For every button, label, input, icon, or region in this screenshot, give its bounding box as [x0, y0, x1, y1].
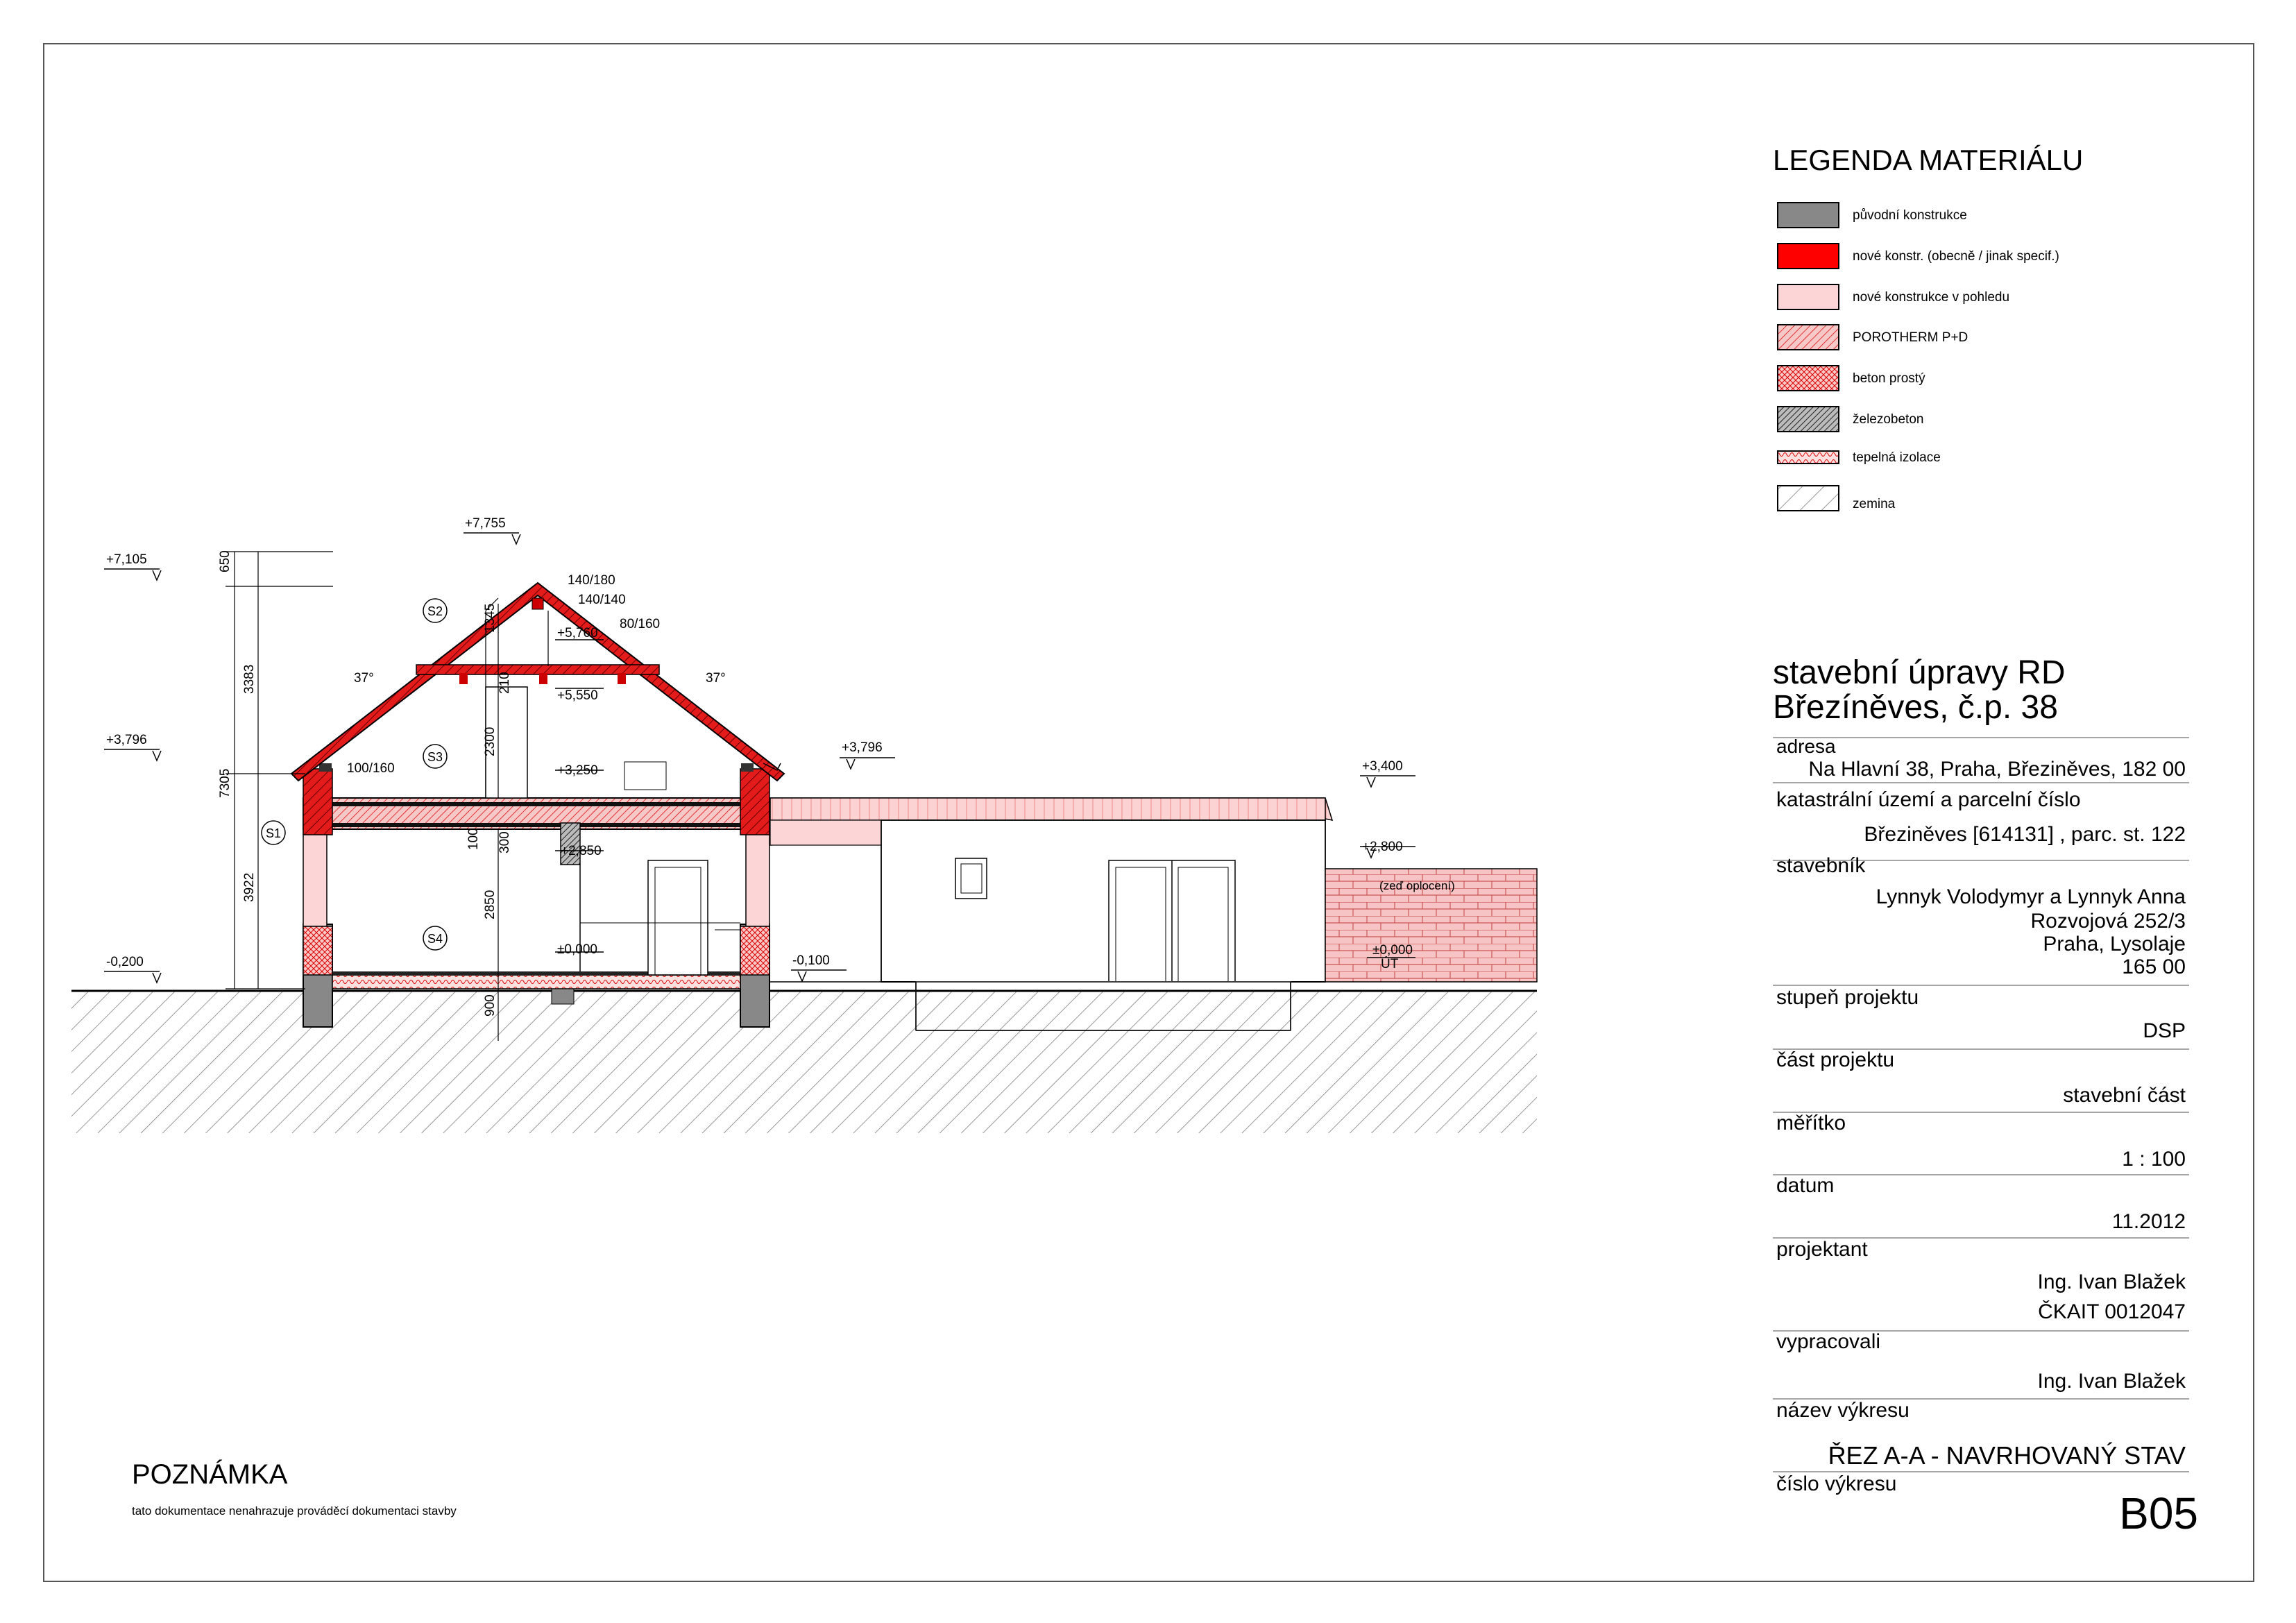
dimension-lines [226, 552, 498, 1041]
stage-value: DSP [2143, 1019, 2186, 1042]
dim-2300: 2300 [483, 726, 498, 756]
designer-line-1: Ing. Ivan Blažek [2037, 1271, 2186, 1293]
collar-beam [416, 665, 659, 674]
part-value: stavební část [2063, 1084, 2186, 1107]
legend-title: LEGENDA MATERIÁLU [1773, 144, 2084, 176]
purlin-1 [459, 673, 468, 684]
designer-line-2: ČKAIT 0012047 [2038, 1300, 2186, 1323]
scale-label: měřítko [1776, 1112, 1846, 1135]
note-title: POZNÁMKA [132, 1459, 288, 1490]
svg-text:S2: S2 [427, 604, 443, 618]
date-value: 11.2012 [2111, 1210, 2186, 1233]
builder-label: stavebník [1776, 854, 1866, 877]
section-drawing [71, 516, 1537, 1133]
svg-text:S1: S1 [265, 826, 282, 840]
garage-roof-edge [770, 798, 1325, 820]
level-0000-fence: ±0,000 [1372, 943, 1413, 958]
part-label: část projektu [1776, 1048, 1895, 1071]
washbasin [624, 762, 666, 790]
level-2800: +2,800 [1362, 840, 1403, 854]
legend-swatch-concrete [1778, 366, 1839, 391]
ground-earth [71, 991, 1537, 1133]
level-3796-right: +3,796 [842, 740, 883, 755]
dim-300: 300 [498, 831, 512, 853]
legend-swatch-red [1778, 244, 1839, 269]
builder-line-2: Rozvojová 252/3 [2030, 910, 2186, 933]
ridge-beam [532, 598, 543, 609]
knee-wall-left [303, 769, 332, 835]
stage-label: stupeň projektu [1776, 986, 1919, 1009]
level-3400: +3,400 [1362, 759, 1403, 774]
level-5550: +5,550 [557, 688, 598, 703]
legend-swatch-earth [1778, 486, 1839, 511]
duct-block [552, 989, 574, 1004]
level-3796-left: +3,796 [106, 733, 147, 747]
cadastre-label: katastrální území a parcelní číslo [1776, 788, 2081, 811]
dimension-labels [218, 550, 512, 1017]
prepared-value: Ing. Ivan Blažek [2037, 1370, 2186, 1393]
builder-line-1: Lynnyk Volodymyr a Lynnyk Anna [1876, 885, 2186, 908]
garage-wall [881, 820, 1325, 982]
legend-label-0: původní konstrukce [1853, 208, 1967, 223]
drawing-name-value: ŘEZ A-A - NAVRHOVANÝ STAV [1828, 1441, 2186, 1470]
ground-floor-slab [332, 975, 740, 989]
dim-2850: 2850 [483, 890, 498, 919]
wall-plate-left [319, 763, 332, 772]
legend-label-6: tepelná izolace [1853, 450, 1941, 465]
title-block-text [1773, 654, 2198, 1538]
purlin-3 [618, 673, 626, 684]
wall-gf-left-lower [303, 926, 332, 975]
level-0000: ±0,000 [557, 942, 597, 957]
dim-7305: 7305 [218, 768, 232, 798]
dim-650: 650 [218, 550, 232, 572]
project-title-1: stavební úpravy RD [1773, 654, 2066, 691]
ut-label: ÚT [1381, 957, 1399, 971]
wall-plate-right [741, 763, 754, 772]
fence-label: (zeď oplocení) [1379, 879, 1455, 892]
scale-value: 1 : 100 [2122, 1148, 2186, 1171]
prepared-label: vypracovali [1776, 1330, 1881, 1353]
roof-angle-right: 37° [706, 671, 726, 686]
level-3250: +3,250 [557, 763, 598, 778]
knee-wall-right [740, 769, 769, 835]
builder-line-4: 165 00 [2122, 955, 2186, 978]
legend-swatch-reinforced [1778, 407, 1839, 432]
purlin-2 [539, 673, 547, 684]
legend [1773, 144, 2083, 511]
dim-3922: 3922 [242, 872, 257, 902]
svg-text:S3: S3 [427, 750, 443, 764]
level-minus-0100: -0,100 [792, 953, 830, 968]
profile-140-180: 140/180 [568, 573, 615, 588]
svg-text:S4: S4 [427, 932, 443, 946]
dim-100: 100 [466, 828, 481, 850]
dim-3383: 3383 [242, 664, 257, 694]
legend-swatch-gray [1778, 203, 1839, 228]
project-title-2: Březíněves, č.p. 38 [1773, 689, 2058, 726]
address-label: adresa [1776, 736, 1836, 757]
designer-label: projektant [1776, 1238, 1868, 1261]
level-minus-0200: -0,200 [106, 955, 144, 969]
address-value: Na Hlavní 38, Praha, Březiněves, 182 00 [1808, 758, 2186, 781]
slab-top-line [332, 802, 740, 806]
legend-label-7: zemina [1853, 497, 1896, 511]
legend-swatch-insulation [1778, 451, 1839, 464]
legend-label-1: nové konstr. (obecně / jinak specif.) [1853, 249, 2059, 264]
note-text: tato dokumentace nenahrazuje prováděcí dokumentaci stavby [132, 1504, 457, 1518]
wall-gf-left [303, 829, 327, 926]
slab-bottom-line [332, 823, 740, 827]
level-7755: +7,755 [465, 516, 506, 531]
legend-swatch-pink [1778, 284, 1839, 309]
profile-140-140: 140/140 [578, 593, 626, 607]
drawing-no-label: číslo výkresu [1776, 1472, 1897, 1495]
level-2850: +2,850 [561, 844, 602, 858]
dim-900: 900 [483, 994, 498, 1017]
level-7105: +7,105 [106, 552, 147, 567]
wall-gf-right [746, 829, 769, 926]
level-5760: +5,760 [557, 626, 598, 640]
legend-swatch-porotherm [1778, 325, 1839, 350]
legend-label-2: nové konstrukce v pohledu [1853, 290, 2010, 305]
legend-label-5: železobeton [1853, 412, 1924, 427]
legend-label-4: beton prostý [1853, 371, 1925, 386]
legend-label-3: POROTHERM P+D [1853, 330, 1968, 345]
drawing-no-value: B05 [2119, 1488, 2198, 1538]
cadastre-value: Březiněves [614131] , parc. st. 122 [1864, 823, 2186, 846]
wall-gf-right-lower [740, 926, 769, 975]
builder-line-3: Praha, Lysolaje [2043, 933, 2186, 955]
dim-210: 210 [498, 672, 512, 694]
garage-roof-fascia [770, 820, 881, 845]
gf-door [648, 860, 708, 975]
drawing-name-label: název výkresu [1776, 1399, 1910, 1422]
date-label: datum [1776, 1174, 1835, 1197]
profile-100-160: 100/160 [347, 761, 395, 776]
dim-1345: 1345 [483, 603, 498, 633]
roof-angle-left: 37° [354, 671, 374, 686]
profile-80-160: 80/160 [620, 617, 661, 631]
